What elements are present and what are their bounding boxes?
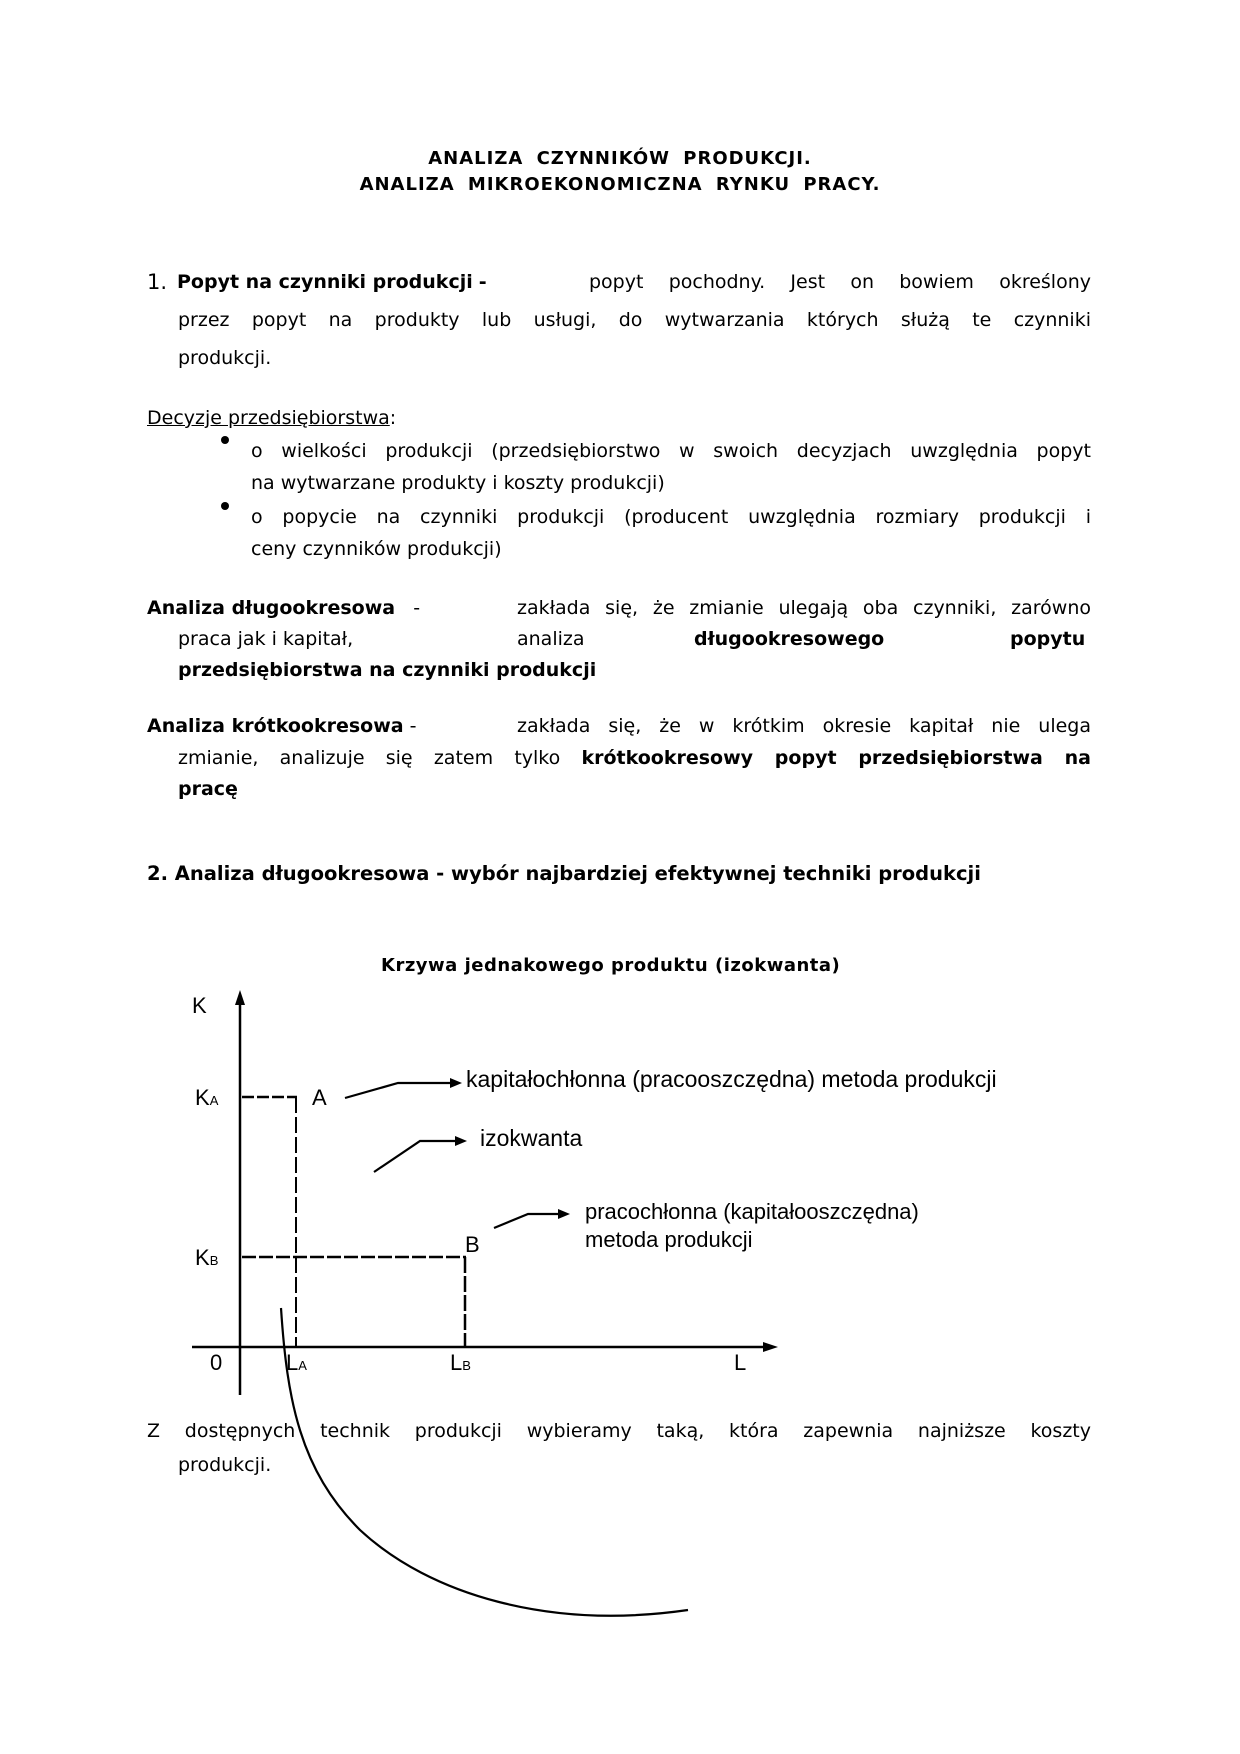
lb-label: LB [450,1350,471,1375]
diagram-title: Krzywa jednakowego produktu (izokwanta) [381,955,841,976]
x-axis-arrow-icon [763,1342,778,1352]
long-term-line1-rest: zakłada się, że zmianie ulegają oba czynniki, zarówno [517,597,1091,619]
short-term-line1-rest: zakłada się, że w krótkim okresie kapitał nie ulega [517,715,1091,737]
section1-line2: przez popyt na produkty lub usługi, do wytwarzania których służą te czynniki [178,309,1091,331]
decision-item-2-line1: o popycie na czynniki produkcji (producent uwzględnia rozmiary produkcji i [251,506,1091,528]
section1-term: Popyt na czynniki produkcji - [177,271,487,293]
long-term-term: Analiza długookresowa - [147,597,421,619]
point-a-label: A [312,1085,327,1110]
section1-number: 1. [147,270,168,294]
label-labor-intensive: pracochłonna (kapitałooszczędna) metoda produkcji [585,1199,919,1252]
y-axis-arrow-icon [235,990,245,1005]
decision-item-2-line2: ceny czynników produkcji) [251,538,502,560]
long-term-line2-a: praca jak i kapitał, [178,628,354,650]
short-term-term: Analiza krótkookresowa - [147,715,417,737]
label-isoquant: izokwanta [480,1125,583,1151]
long-term-line2-c: długookresowego [694,628,885,650]
conclusion-line2: produkcji. [178,1454,272,1476]
document-title-line2: ANALIZA MIKROEKONOMICZNA RYNKU PRACY. [359,174,881,195]
decision-item-1-line1: o wielkości produkcji (przedsiębiorstwo w swoich decyzjach uwzględnia popyt [251,440,1091,462]
kb-label: KB [195,1245,219,1270]
document-title-line1: ANALIZA CZYNNIKÓW PRODUKCJI. [428,148,812,169]
point-b-label: B [465,1232,480,1257]
la-label: LA [286,1350,307,1375]
arrow-b-icon [558,1209,570,1219]
ka-label: KA [195,1085,219,1110]
short-term-line2: zmianie, analizuje się zatem tylko krótkookresowy popyt przedsiębiorstwa na [178,747,1091,769]
label-capital-intensive: kapitałochłonna (pracooszczędna) metoda produkcji [466,1066,997,1092]
long-term-line2-d: popytu [1010,628,1086,650]
section2-heading: 2. Analiza długookresowa - wybór najbardziej efektywnej techniki produkcji [147,862,981,885]
short-term-line3: pracę [178,778,238,800]
long-term-line3: przedsiębiorstwa na czynniki produkcji [178,659,597,681]
decision-item-1-line2: na wytwarzane produkty i koszty produkcji) [251,472,665,494]
axis-y-label: K [192,993,207,1018]
decisions-heading: Decyzje przedsiębiorstwa: [147,407,397,429]
origin-label: 0 [210,1350,223,1375]
long-term-line2-b: analiza [517,628,585,650]
axis-x-label: L [734,1350,747,1375]
section1-line1-rest: popyt pochodny. Jest on bowiem określony [589,271,1091,293]
isoquant-curve [281,1308,688,1616]
conclusion-line1: Z dostępnych technik produkcji wybieramy taką, która zapewnia najniższe koszty [147,1420,1091,1442]
section1-line3: produkcji. [178,347,272,369]
arrow-a-icon [450,1078,462,1088]
arrow-isoquant-icon [455,1136,467,1146]
